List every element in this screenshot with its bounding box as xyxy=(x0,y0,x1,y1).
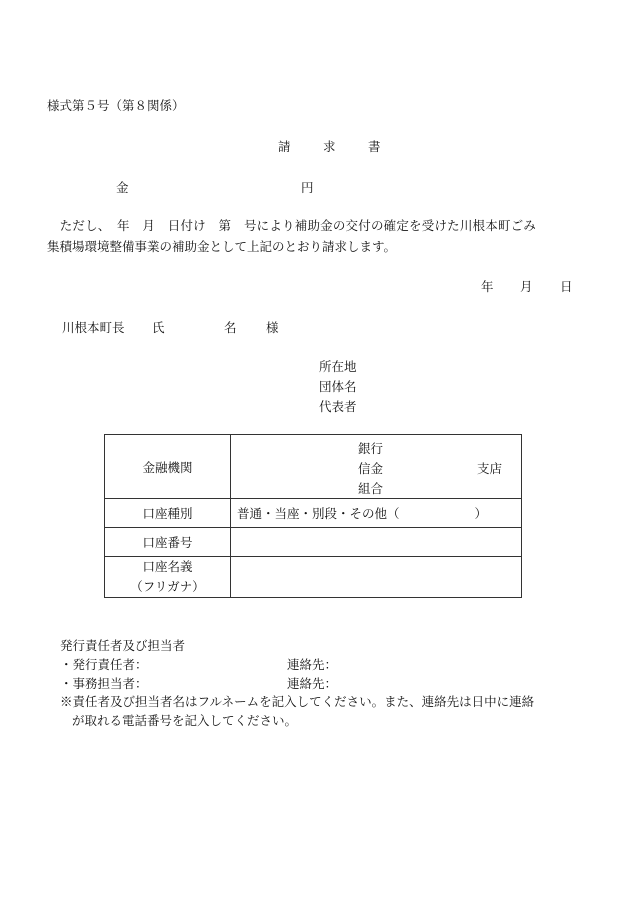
addressee-mei: 名 xyxy=(224,320,237,335)
staff-contact-label: 連絡先： xyxy=(287,676,338,691)
addressee-shi: 氏 xyxy=(152,320,165,335)
bank-account-table xyxy=(104,434,522,598)
bank-institution-row xyxy=(105,435,522,499)
addressee-sama: 様 xyxy=(266,320,279,335)
account-name-row xyxy=(105,557,522,598)
branch-label: 支店 xyxy=(477,461,503,476)
institution-field[interactable] xyxy=(231,435,522,499)
body-text-line-1: ただし、 年 月 日付け 第 号により補助金の交付の確定を受けた川根本町ごみ xyxy=(47,218,537,233)
date-month: 月 xyxy=(520,279,533,294)
note-line-1: ※責任者及び担当者名はフルネームを記入してください。また、連絡先は日中に連絡 xyxy=(60,694,535,709)
issuer-contact-label: 連絡先： xyxy=(287,657,338,672)
issuer-label: ・発行責任者： xyxy=(60,657,148,672)
account-type-label: 口座種別 xyxy=(105,499,231,528)
bank-option: 銀行 xyxy=(358,441,384,456)
account-type-options[interactable]: 普通・当座・別段・その他（ ） xyxy=(231,499,522,528)
applicant-address-label: 所在地 xyxy=(319,359,357,374)
account-name-label-cell xyxy=(105,557,231,598)
shinkin-option: 信金 xyxy=(358,461,384,476)
date-day: 日 xyxy=(560,279,573,294)
responsible-heading: 発行責任者及び担当者 xyxy=(60,638,186,653)
form-number: 様式第５号（第８関係） xyxy=(47,98,185,113)
institution-label: 金融機関 xyxy=(105,435,231,499)
account-type-row xyxy=(105,499,522,528)
note-line-2: が取れる電話番号を記入してください。 xyxy=(72,713,298,728)
kumiai-option: 組合 xyxy=(358,481,384,496)
body-text-line-2: 集積場環境整備事業の補助金として上記のとおり請求します。 xyxy=(47,239,397,254)
account-number-label: 口座番号 xyxy=(105,528,231,557)
account-name-field[interactable] xyxy=(231,557,522,598)
account-number-row xyxy=(105,528,522,557)
amount-kin-label: 金 xyxy=(116,180,129,195)
amount-yen-label: 円 xyxy=(301,180,314,195)
document-title: 請 求 書 xyxy=(278,139,391,154)
account-number-field[interactable] xyxy=(231,528,522,557)
account-name-label: 口座名義 xyxy=(142,559,193,574)
date-year: 年 xyxy=(481,279,494,294)
staff-label: ・事務担当者： xyxy=(60,676,148,691)
applicant-org-label: 団体名 xyxy=(319,379,357,394)
addressee-mayor: 川根本町長 xyxy=(62,320,125,335)
account-name-kana-label: （フリガナ） xyxy=(130,579,205,594)
applicant-representative-label: 代表者 xyxy=(319,399,357,414)
